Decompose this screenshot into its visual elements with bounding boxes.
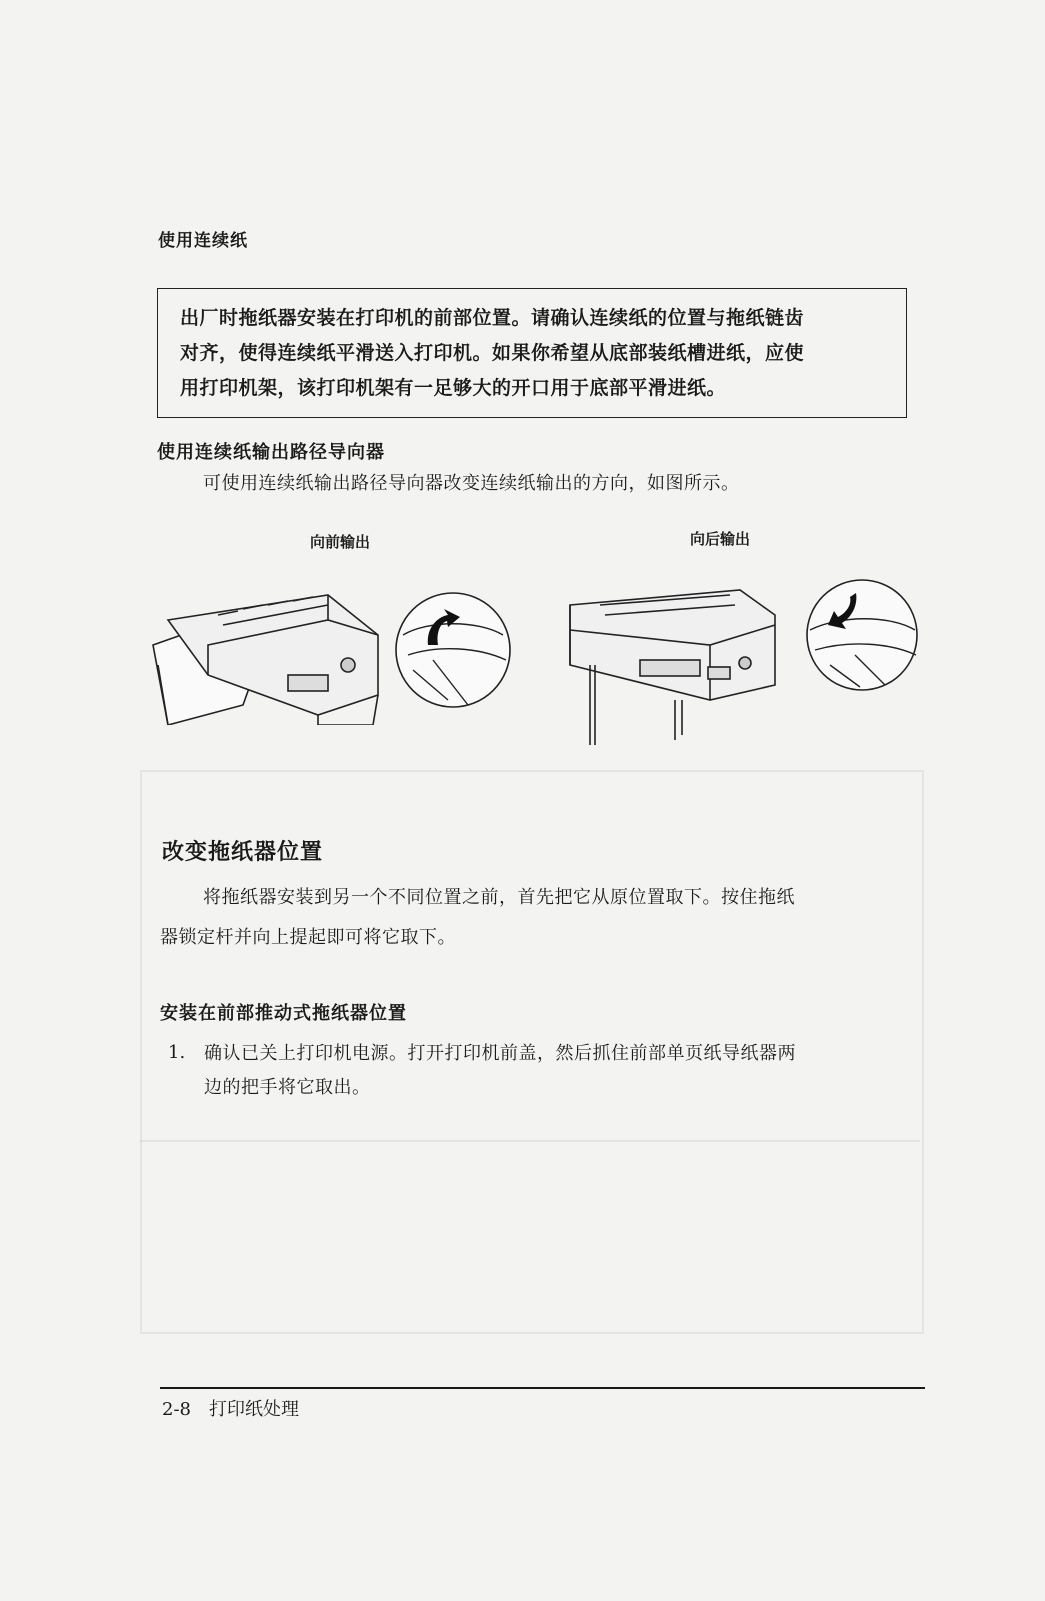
footer-rule [160, 1387, 925, 1389]
printer-back-output-illustration [560, 575, 930, 750]
running-header: 使用连续纸 [158, 231, 248, 251]
front-push-heading: 安装在前部推动式拖纸器位置 [160, 1003, 407, 1024]
front-output-caption: 向前输出 [310, 533, 371, 551]
notice-box [157, 288, 907, 418]
guide-text: 可使用连续纸输出路径导向器改变连续纸输出的方向，如图所示。 [203, 473, 740, 494]
back-output-caption: 向后输出 [690, 530, 751, 548]
chapter-title: 打印纸处理 [209, 1399, 299, 1420]
page-number: 2-8 [162, 1399, 191, 1420]
page-footer [162, 1395, 317, 1421]
notice-line: 用打印机架，该打印机架有一足够大的开口用于底部平滑进纸。 [180, 377, 727, 399]
step-number: 1. [168, 1042, 186, 1063]
change-tractor-line: 将拖纸器安装到另一个不同位置之前，首先把它从原位置取下。按住拖纸 [203, 887, 795, 908]
change-tractor-line: 器锁定杆并向上提起即可将它取下。 [160, 927, 456, 948]
step-line: 边的把手将它取出。 [204, 1077, 371, 1098]
notice-line: 出厂时拖纸器安装在打印机的前部位置。请确认连续纸的位置与拖纸链齿 [180, 307, 805, 329]
printer-front-output-illustration [148, 575, 518, 725]
notice-line: 对齐，使得连续纸平滑送入打印机。如果你希望从底部装纸槽进纸，应使 [180, 342, 805, 364]
step-text [204, 1037, 924, 1105]
change-tractor-heading: 改变拖纸器位置 [162, 840, 324, 865]
step-line: 确认已关上打印机电源。打开打印机前盖，然后抓住前部单页纸导纸器两 [204, 1043, 796, 1064]
guide-heading: 使用连续纸输出路径导向器 [157, 442, 385, 463]
show-through-rule [140, 1140, 920, 1142]
